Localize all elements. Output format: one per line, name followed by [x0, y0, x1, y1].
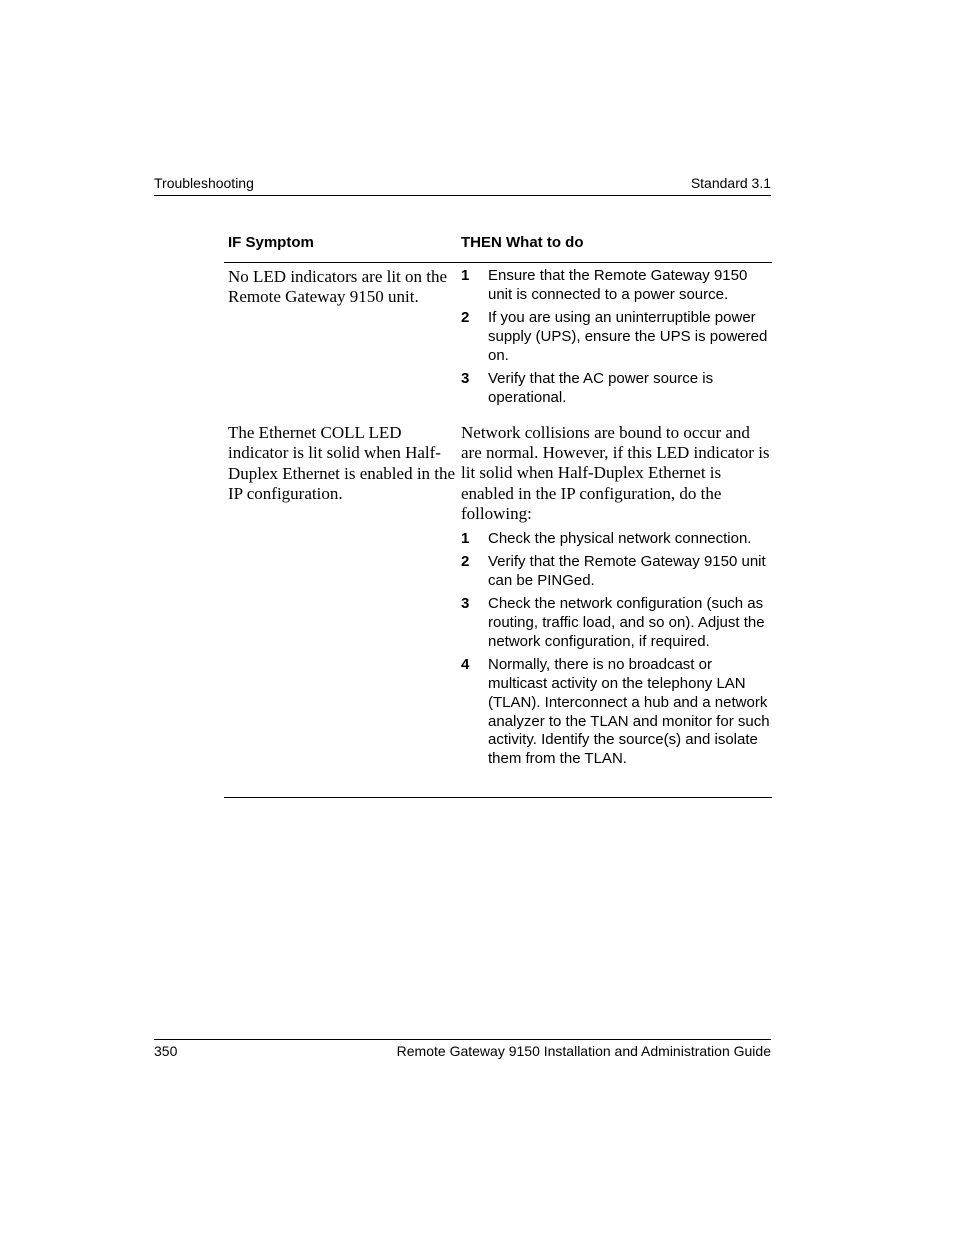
step-item: [461, 267, 772, 305]
action-intro: Network collisions are bound to occur and are normal. However, if this LED indicator is lit solid when Half-Duplex Ethernet is enabled in the IP configuration, do the following:: [461, 423, 770, 523]
page-header: [154, 174, 771, 196]
column-header-action: THEN What to do: [461, 234, 584, 251]
step-number: 3: [461, 369, 470, 387]
step-text: Check the network configuration (such as routing, traffic load, and so on). Adjust the network configuration, if required.: [488, 595, 765, 650]
step-text: If you are using an uninterruptible power supply (UPS), ensure the UPS is powered on.: [488, 309, 768, 364]
step-item: [461, 530, 772, 549]
step-text: Ensure that the Remote Gateway 9150 unit is connected to a power source.: [488, 267, 748, 303]
step-text: Verify that the AC power source is operational.: [488, 369, 714, 406]
table-header: [224, 233, 772, 263]
page-number: 350: [154, 1043, 178, 1059]
symptom-cell: No LED indicators are lit on the Remote Gateway 9150 unit.: [228, 267, 448, 307]
step-item: [461, 553, 772, 591]
step-text: Check the physical network connection.: [488, 530, 752, 548]
table-row: [224, 419, 772, 797]
action-cell: [457, 267, 772, 419]
column-header-symptom: IF Symptom: [228, 234, 314, 251]
troubleshooting-table: [224, 233, 772, 798]
header-version: Standard 3.1: [690, 175, 771, 191]
table-row: [224, 263, 772, 419]
header-section: Troubleshooting: [154, 175, 254, 191]
step-item: [461, 370, 772, 408]
page-footer: [154, 1039, 771, 1062]
step-text: Verify that the Remote Gateway 9150 unit can be PINGed.: [488, 553, 766, 590]
guide-title: Remote Gateway 9150 Installation and Administration Guide: [396, 1043, 771, 1059]
step-number: 4: [461, 656, 470, 674]
table-bottom-rule: [224, 797, 772, 798]
step-number: 2: [461, 553, 470, 571]
step-item: [461, 656, 772, 769]
step-text: Normally, there is no broadcast or multicast activity on the telephony LAN (TLAN). Interconnect a hub and a network analyzer to the TLAN and monitor for such activity. Identify the source(s) and isolate them from the TLAN.: [488, 656, 770, 768]
action-cell: [457, 423, 772, 797]
symptom-cell: The Ethernet COLL LED indicator is lit solid when Half-Duplex Ethernet is enabled in the IP configuration.: [228, 423, 456, 504]
step-number: 3: [461, 595, 470, 613]
step-item: [461, 595, 772, 651]
step-item: [461, 309, 772, 365]
step-number: 2: [461, 309, 470, 327]
step-number: 1: [461, 267, 470, 284]
step-number: 1: [461, 530, 470, 548]
